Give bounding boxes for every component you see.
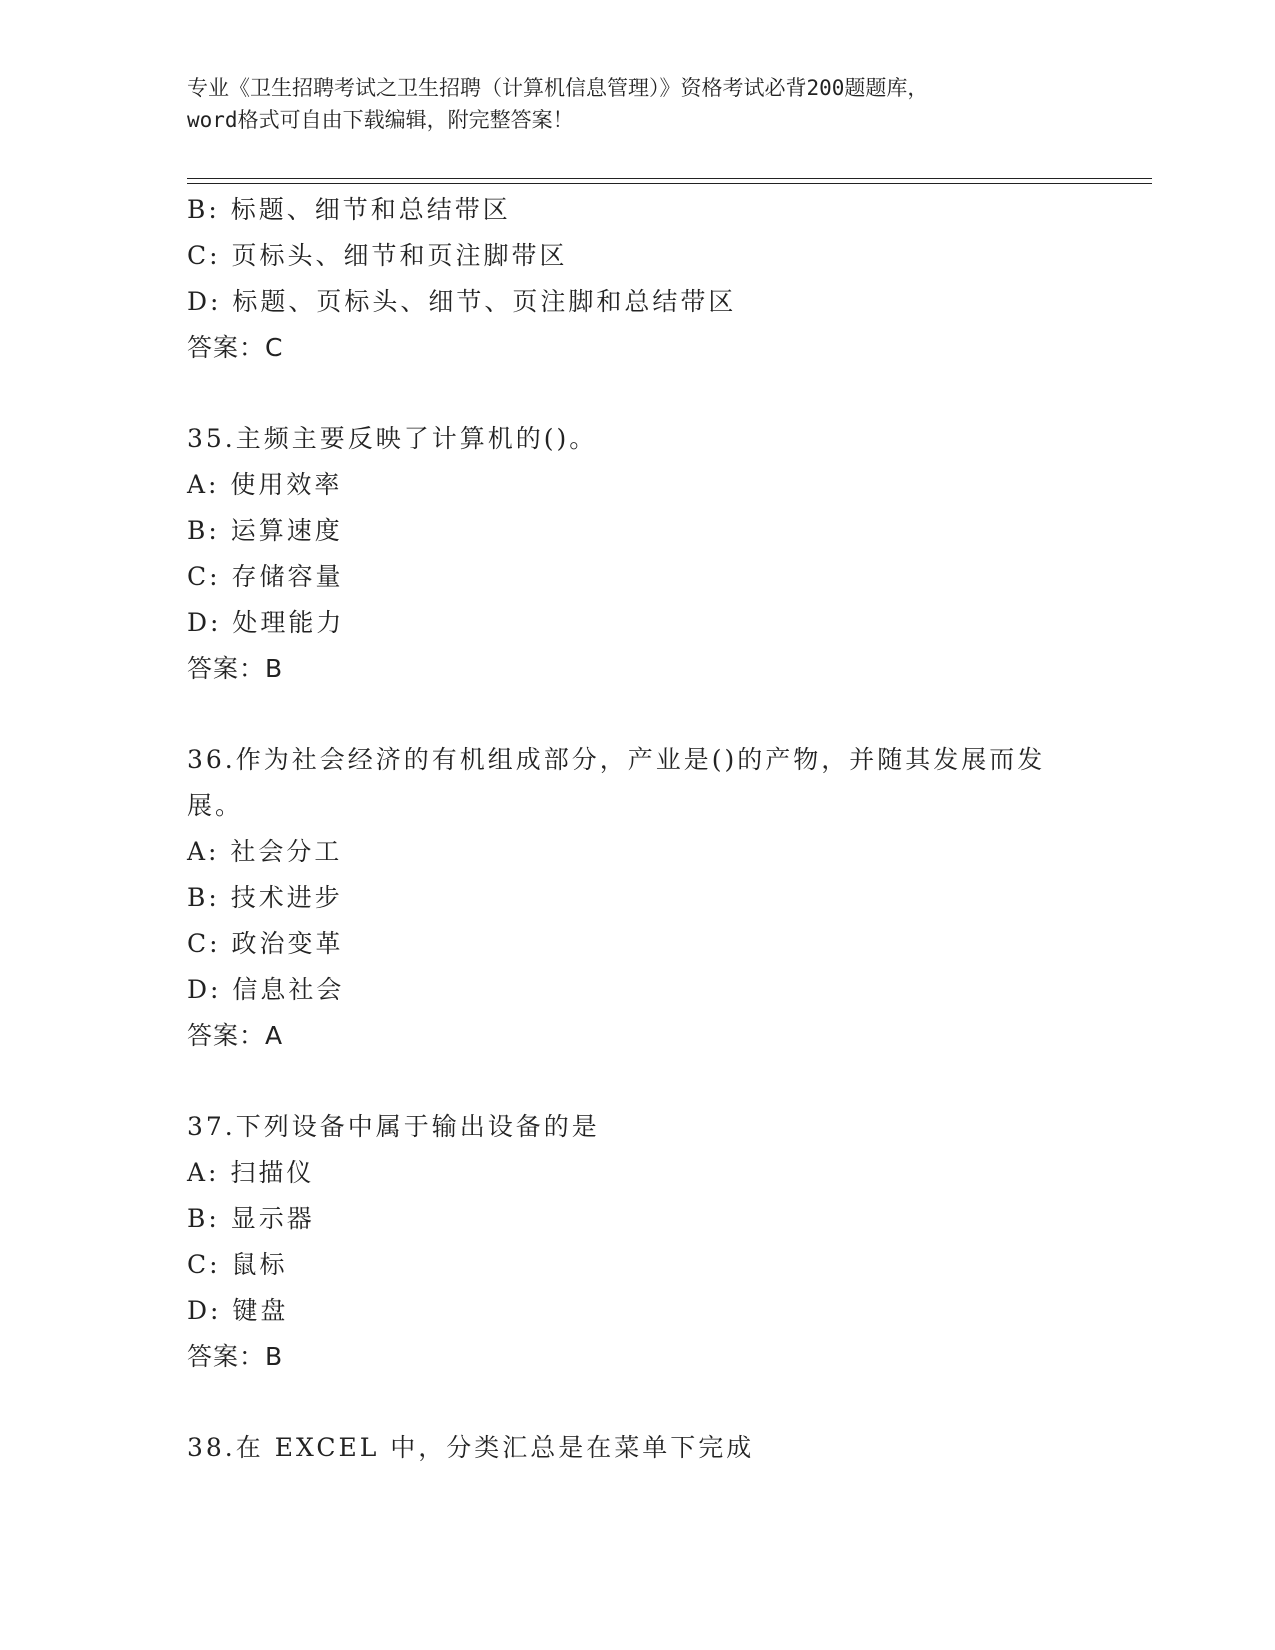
question-block-34 xyxy=(187,187,1147,371)
question-list xyxy=(187,187,1147,1471)
option-c: C: 存储容量 xyxy=(187,562,344,591)
option-d: D: 处理能力 xyxy=(187,608,345,637)
answer-label: 答案：C xyxy=(187,333,284,362)
spacer xyxy=(187,1059,1147,1104)
option-a: A: 社会分工 xyxy=(187,837,343,866)
question-block-38 xyxy=(187,1425,1147,1471)
header-divider-bottom xyxy=(187,183,1152,184)
answer-label: 答案：A xyxy=(187,1021,284,1050)
option-b: B: 标题、细节和总结带区 xyxy=(187,195,511,224)
question-text: 38.在 EXCEL 中，分类汇总是在菜单下完成 xyxy=(187,1433,755,1462)
header-divider-top xyxy=(187,178,1152,179)
spacer xyxy=(187,371,1147,416)
question-text: 35.主频主要反映了计算机的()。 xyxy=(187,424,598,453)
spacer xyxy=(187,1380,1147,1425)
option-d: D: 信息社会 xyxy=(187,975,345,1004)
option-c: C: 鼠标 xyxy=(187,1250,288,1279)
spacer xyxy=(187,692,1147,737)
header-line-1: 专业《卫生招聘考试之卫生招聘（计算机信息管理）》资格考试必背200题题库， xyxy=(187,76,929,100)
header-line-2: word格式可自由下载编辑，附完整答案！ xyxy=(187,108,574,132)
document-header xyxy=(187,72,1087,136)
question-block-37 xyxy=(187,1104,1147,1380)
question-block-36 xyxy=(187,737,1147,1059)
option-a: A: 使用效率 xyxy=(187,470,343,499)
question-text: 37.下列设备中属于输出设备的是 xyxy=(187,1112,600,1141)
question-text: 36.作为社会经济的有机组成部分，产业是()的产物，并随其发展而发展。 xyxy=(187,745,1046,820)
option-c: C: 页标头、细节和页注脚带区 xyxy=(187,241,568,270)
option-d: D: 键盘 xyxy=(187,1296,289,1325)
answer-label: 答案：B xyxy=(187,1342,284,1371)
answer-label: 答案：B xyxy=(187,654,284,683)
option-a: A: 扫描仪 xyxy=(187,1158,315,1187)
question-block-35 xyxy=(187,416,1147,692)
option-b: B: 运算速度 xyxy=(187,516,343,545)
option-c: C: 政治变革 xyxy=(187,929,344,958)
option-d: D: 标题、页标头、细节、页注脚和总结带区 xyxy=(187,287,737,316)
option-b: B: 技术进步 xyxy=(187,883,343,912)
option-b: B: 显示器 xyxy=(187,1204,315,1233)
